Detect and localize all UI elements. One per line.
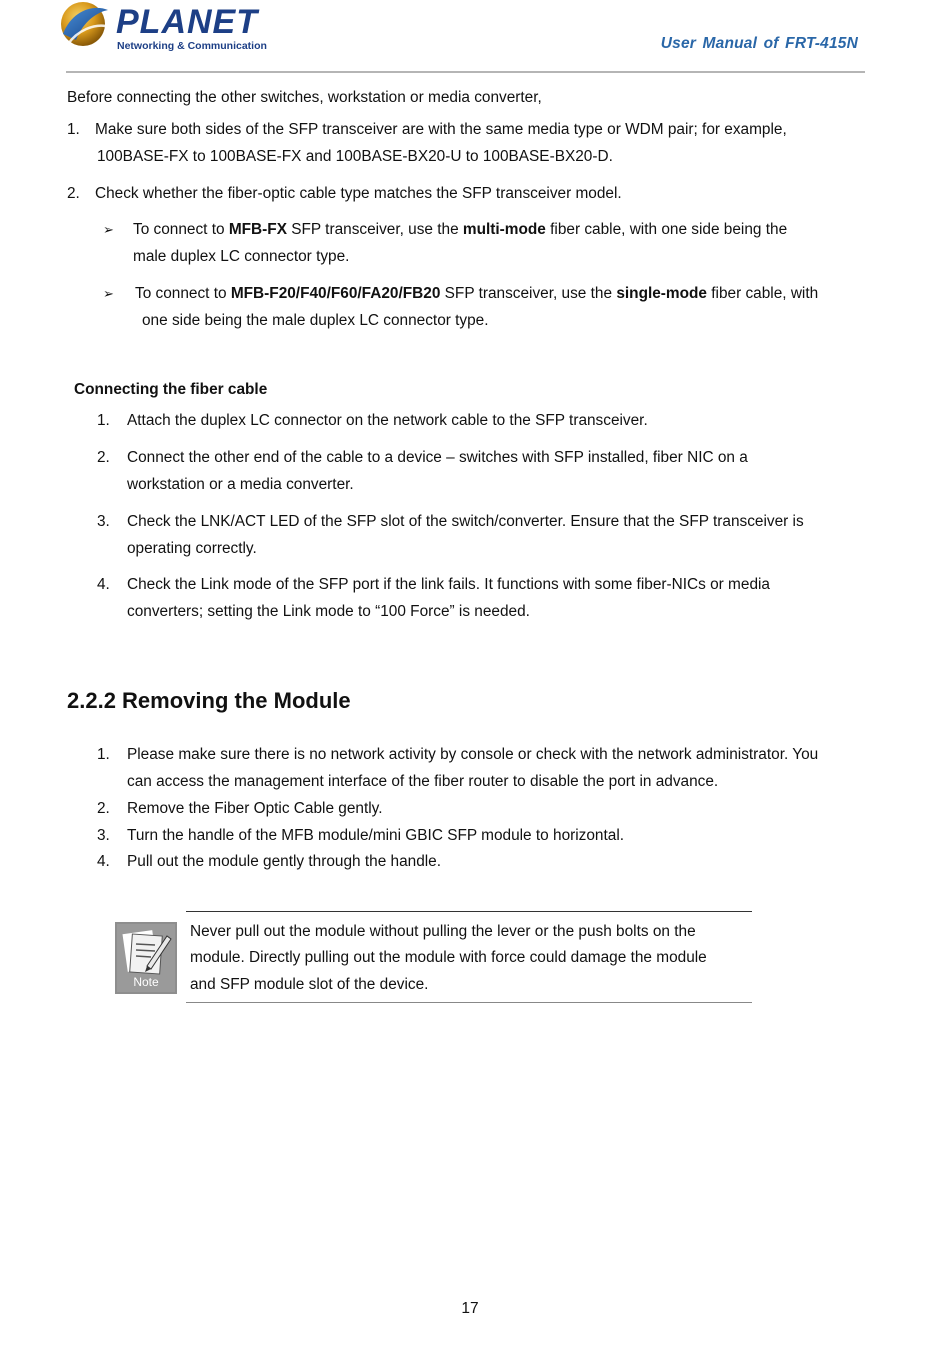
connecting-step-4-continued: converters; setting the Link mode to “100 Force” is needed. (127, 603, 530, 620)
connecting-heading: Connecting the fiber cable (74, 381, 268, 398)
svg-text:PLANET: PLANET (116, 3, 258, 41)
bullet-text: To connect to (133, 221, 229, 238)
step-number: 3. (97, 827, 110, 844)
connecting-step-3 (97, 512, 804, 532)
step-number: 3. (97, 513, 110, 530)
bullet-multi-mode-continued: male duplex LC connector type. (133, 248, 350, 265)
note-bottom-rule (186, 1002, 752, 1003)
step-text: Please make sure there is no network activity by console or check with the network administrator. You (127, 746, 819, 763)
removing-step-3 (97, 826, 624, 846)
bullet-single-mode (103, 284, 818, 304)
note-line-1: Never pull out the module without pulling the lever or the push bolts on the (190, 923, 696, 940)
connecting-step-4 (97, 575, 770, 595)
step-text: Pull out the module gently through the handle. (127, 853, 442, 870)
removing-step-1 (97, 745, 818, 765)
note-line-2: module. Directly pulling out the module with force could damage the module (190, 949, 707, 966)
step-number: 1. (67, 121, 80, 138)
intro-text: Before connecting the other switches, workstation or media converter, (67, 89, 542, 106)
connecting-step-1 (97, 411, 648, 431)
planet-logo (58, 0, 268, 56)
bullet-multi-mode (103, 220, 787, 240)
step-1 (67, 120, 787, 140)
removing-step-1-continued: can access the management interface of the fiber router to disable the port in advance. (127, 773, 719, 790)
cable-type: single-mode (616, 285, 707, 302)
note-line-3: and SFP module slot of the device. (190, 976, 429, 993)
bullet-text: fiber cable, with (706, 285, 819, 302)
bullet-text: SFP transceiver, use the (440, 285, 617, 302)
cable-type: multi-mode (462, 221, 546, 238)
step-number: 2. (97, 449, 110, 466)
step-text: Make sure both sides of the SFP transceiver are with the same media type or WDM pair; for example, (95, 121, 787, 138)
note-icon (115, 922, 177, 994)
step-text: Check whether the fiber-optic cable type matches the SFP transceiver model. (95, 185, 622, 202)
arrow-bullet-icon: ➢ (103, 222, 114, 237)
step-number: 4. (97, 576, 110, 593)
step-number: 1. (97, 412, 110, 429)
model-name: MFB-F20/F40/F60/FA20/FB20 (230, 285, 441, 302)
step-2 (67, 184, 622, 204)
bullet-text: fiber cable, with one side being the (545, 221, 788, 238)
section-heading: 2.2.2 Removing the Module (67, 688, 351, 713)
connecting-step-3-continued: operating correctly. (127, 540, 257, 557)
step-number: 4. (97, 853, 110, 870)
step-number: 1. (97, 746, 110, 763)
step-text: Check the Link mode of the SFP port if the link fails. It functions with some fiber-NICs or media (127, 576, 770, 593)
step-text: Connect the other end of the cable to a device – switches with SFP installed, fiber NIC on a (127, 449, 748, 466)
bullet-text: To connect to (135, 285, 231, 302)
header-divider (66, 71, 865, 73)
page-number: 17 (461, 1300, 479, 1317)
model-name: MFB-FX (228, 221, 287, 238)
step-text: Attach the duplex LC connector on the network cable to the SFP transceiver. (127, 412, 648, 429)
removing-step-4 (97, 852, 441, 872)
step-number: 2. (97, 800, 110, 817)
svg-text:Networking & Communication: Networking & Communication (117, 40, 267, 52)
removing-step-2 (97, 799, 383, 819)
connecting-step-2-continued: workstation or a media converter. (127, 476, 354, 493)
bullet-text: SFP transceiver, use the (286, 221, 463, 238)
arrow-bullet-icon: ➢ (103, 286, 114, 301)
step-number: 2. (67, 185, 80, 202)
step-text: Check the LNK/ACT LED of the SFP slot of the switch/converter. Ensure that the SFP transceiver is (127, 513, 804, 530)
step-text: Turn the handle of the MFB module/mini GBIC SFP module to horizontal. (127, 827, 625, 844)
note-icon-label: Note (133, 975, 159, 989)
bullet-single-mode-continued: one side being the male duplex LC connector type. (142, 312, 489, 329)
note-top-rule (186, 911, 752, 912)
manual-title: User Manual of FRT-415N (660, 35, 858, 52)
step-1-continued: 100BASE-FX to 100BASE-FX and 100BASE-BX20-U to 100BASE-BX20-D. (97, 148, 613, 165)
step-text: Remove the Fiber Optic Cable gently. (127, 800, 383, 817)
connecting-step-2 (97, 448, 748, 468)
